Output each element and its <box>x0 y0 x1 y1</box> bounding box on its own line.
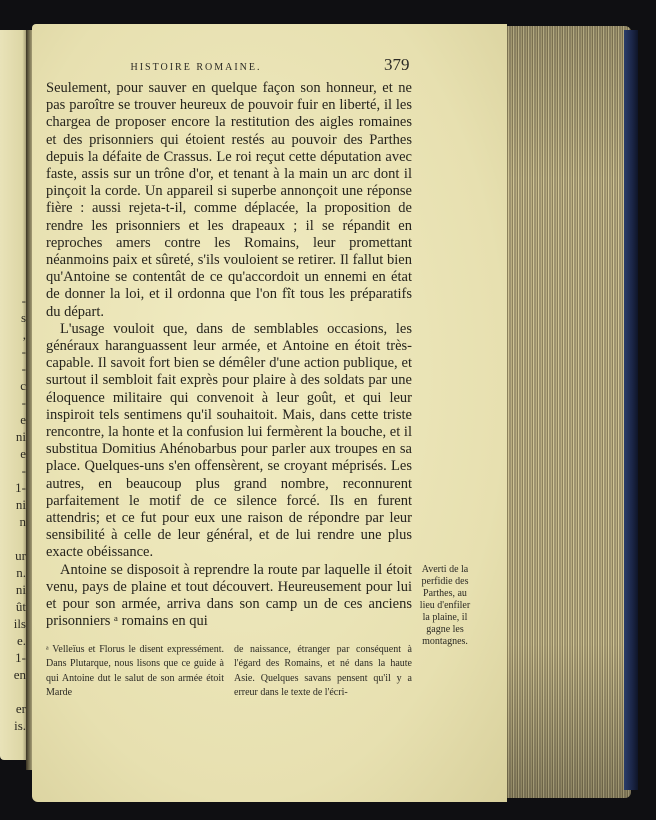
facing-page-fragment: - <box>21 361 26 376</box>
facing-page-fragment: - <box>21 395 26 410</box>
facing-page-fragment: - <box>21 344 26 359</box>
facing-page-fragment: 1- <box>15 480 26 495</box>
last-paragraph-block <box>46 561 471 647</box>
margin-note: Averti de la perfidie des Parthes, au lieu d'enfiler la plaine, il gagne les montagnes. <box>419 563 471 647</box>
paragraph: Seulement, pour sauver en quelque façon son honneur, et ne pas paroître se trouver heureux de pouvoir fuir en liberté, il les chargea de proposer encore la restitution des aigles romaines et des prisonniers qui étoient restés au pouvoir des Parthes depuis la défaite de Crassus. Le roi reçut cette députation avec faste, assis sur un trône d'or, et tenant à la main un arc dont il pinçoit la corde. Un appareil si superbe annonçoit une réponse fière : aussi rejeta-t-il, comme déplacée, la proposition de rendre les prisonniers et les drapeaux ; il se répandit en reproches amers contre les Romains, leur promettant néanmoins paix et sûreté, s'ils vouloient se retirer. Il fallut bien qu'Antoine se contentât de ce qu'accordoit un ennemi en état de donner la loi, et il ordonna que l'on fît tous les préparatifs du départ. <box>46 80 412 320</box>
facing-page-fragment: e. <box>16 633 26 648</box>
facing-page <box>0 30 28 760</box>
body-text <box>46 80 471 647</box>
page-block-shadow <box>496 26 631 798</box>
page-number: 379 <box>384 55 410 74</box>
footnotes <box>46 643 412 701</box>
facing-page-fragment: n. <box>16 565 26 580</box>
facing-page-fragment: 1- <box>15 650 26 665</box>
book-cover-edge <box>624 30 638 790</box>
facing-page-fragment: ût <box>15 599 26 614</box>
facing-page-text-fragments <box>14 292 26 734</box>
facing-page-fragment <box>14 530 26 547</box>
facing-page-fragment: ils <box>13 616 26 631</box>
facing-page-fragment: s <box>20 310 26 325</box>
facing-page-fragment: er <box>15 701 26 716</box>
facing-page-fragment: - <box>21 293 26 308</box>
facing-page-fragment: , <box>22 327 26 342</box>
facing-page-fragment: ni <box>15 429 26 444</box>
facing-page-fragment: ur <box>15 548 26 563</box>
paragraph: Antoine se disposoit à reprendre la route par laquelle il étoit venu, pays de plaine et tout découvert. Heureusement pour lui et pour son armée, arriva dans son camp un de ces anciens prisonniers ᵃ romains en qui <box>46 561 412 630</box>
facing-page-fragment: is. <box>14 718 26 733</box>
facing-page-fragment: e <box>20 446 26 461</box>
running-head: HISTOIRE ROMAINE. <box>130 62 262 73</box>
facing-page-fragment: c <box>20 378 26 393</box>
facing-page-fragment: en <box>13 667 26 682</box>
facing-page-fragment: - <box>21 463 26 478</box>
facing-page-fragment: e <box>20 412 26 427</box>
facing-page-fragment <box>14 683 26 700</box>
footnote-right-column: de naissance, étranger par conséquent à l'égard des Romains, et né dans la haute Asie. Quelques savans pensent qu'il y a erreur dans le texte de l'écri- <box>234 643 412 698</box>
facing-page-fragment: ni <box>15 582 26 597</box>
facing-page-fragment: ni <box>15 497 26 512</box>
page-content <box>46 80 471 701</box>
footnote-left-column: ᵃ Velleïus et Florus le disent expressément. Dans Plutarque, nous lisons que ce guide à qui Antoine dut le salut de son armée étoit Marde <box>46 643 224 698</box>
facing-page-fragment: n <box>19 514 26 529</box>
paragraph: L'usage vouloit que, dans de semblables occasions, les généraux haranguassent leur armée, et Antoine en étoit très-capable. Il savoit fort bien se démêler d'une action publique, et surtout il sembloit fait exprès pour plaire à des soldats par une éloquence militaire qui convenoit à leur goût, et qui leur inspiroit tels sentimens qu'il souhaitoit. Mais, dans cette triste rencontre, la honte et la confusion lui fermèrent la bouche, et il substitua Domitius Ahénobarbus pour parler aux troupes en sa place. Quelques-uns s'en offensèrent, se croyant méprisés. Les autres, en beaucoup plus grand nombre, reconnurent parfaitement le motif de ce silence forcé. Ils en furent attendris; et ce fut pour eux une raison de répondre par leur sensibilité à celle de leur général, et de lui rendre une plus exacte obéissance. <box>46 320 412 561</box>
